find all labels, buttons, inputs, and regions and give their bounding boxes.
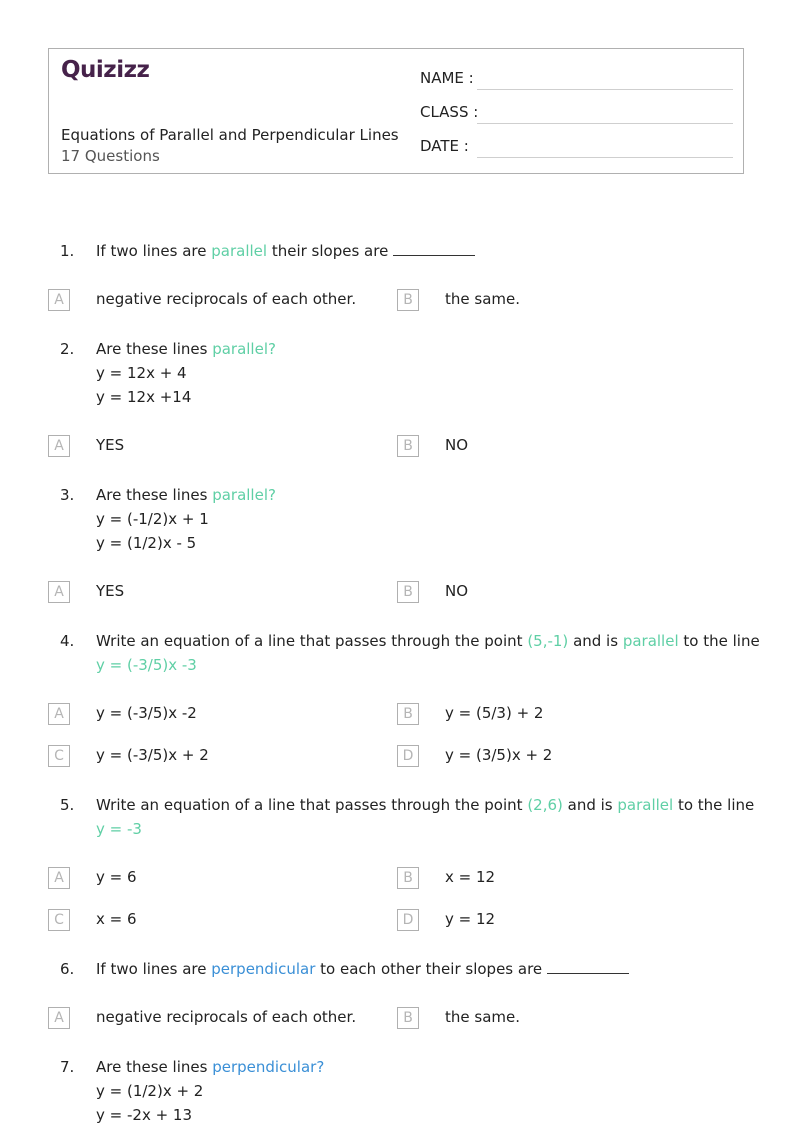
name-line xyxy=(477,89,733,90)
option-text: y = (5/3) + 2 xyxy=(445,704,544,722)
option-letter-box[interactable]: B xyxy=(397,581,419,603)
question-text: y = (-1/2)x + 1 xyxy=(96,510,209,528)
question-text: Write an equation of a line that passes through the point xyxy=(96,796,528,814)
option-text: the same. xyxy=(445,1008,520,1026)
question-number: 5. xyxy=(60,796,75,814)
option-text: y = 6 xyxy=(96,868,137,886)
question-text-line xyxy=(96,656,197,674)
question-number: 2. xyxy=(60,340,75,358)
quizizz-logo: Quizizz xyxy=(61,57,150,83)
date-line xyxy=(477,157,733,158)
question-number: 7. xyxy=(60,1058,75,1076)
option-text: y = (3/5)x + 2 xyxy=(445,746,553,764)
question-count: 17 Questions xyxy=(61,147,160,165)
highlighted-term: parallel? xyxy=(212,486,276,504)
option-letter-box[interactable]: B xyxy=(397,435,419,457)
question-text: and is xyxy=(562,796,618,814)
highlighted-term: (2,6) xyxy=(527,796,563,814)
option-letter-box[interactable]: C xyxy=(48,745,70,767)
question-text: Are these lines xyxy=(96,1058,213,1076)
question-number: 4. xyxy=(60,632,75,650)
question-text-line xyxy=(96,340,276,358)
question-text: Are these lines xyxy=(96,486,213,504)
option-text: NO xyxy=(445,582,469,600)
question-text-line xyxy=(96,486,276,504)
question-text: If two lines are xyxy=(96,960,212,978)
option-letter-box[interactable]: A xyxy=(48,581,70,603)
question-text-line xyxy=(96,1106,192,1124)
question-text-line xyxy=(96,534,196,552)
worksheet-header xyxy=(48,48,744,174)
question-text-line xyxy=(96,388,191,406)
highlighted-term: y = -3 xyxy=(96,820,142,838)
highlighted-term: parallel xyxy=(622,632,679,650)
question-text-line xyxy=(96,1082,203,1100)
answer-blank xyxy=(547,961,629,974)
highlighted-term: y = (-3/5)x -3 xyxy=(96,656,197,674)
option-letter-box[interactable]: A xyxy=(48,703,70,725)
question-text-line xyxy=(96,242,475,260)
question-text: y = (1/2)x + 2 xyxy=(96,1082,204,1100)
question-text-line xyxy=(96,364,187,382)
option-text: negative reciprocals of each other. xyxy=(96,1008,357,1026)
option-text: x = 6 xyxy=(96,910,137,928)
highlighted-term: perpendicular? xyxy=(212,1058,325,1076)
question-number: 6. xyxy=(60,960,75,978)
answer-blank xyxy=(393,243,475,256)
option-text: YES xyxy=(96,436,125,454)
class-line xyxy=(477,123,733,124)
question-text: y = 12x + 4 xyxy=(96,364,187,382)
option-letter-box[interactable]: A xyxy=(48,867,70,889)
question-text: their slopes are xyxy=(267,242,394,260)
question-text-line xyxy=(96,632,760,650)
question-text-line xyxy=(96,796,754,814)
option-letter-box[interactable]: D xyxy=(397,909,419,931)
question-text: Write an equation of a line that passes through the point xyxy=(96,632,528,650)
option-letter-box[interactable]: B xyxy=(397,703,419,725)
question-text: y = -2x + 13 xyxy=(96,1106,193,1124)
option-letter-box[interactable]: A xyxy=(48,1007,70,1029)
question-text-line xyxy=(96,960,629,978)
option-letter-box[interactable]: D xyxy=(397,745,419,767)
option-letter-box[interactable]: B xyxy=(397,867,419,889)
name-label: NAME : xyxy=(420,69,474,87)
question-text-line xyxy=(96,510,209,528)
date-label: DATE : xyxy=(420,137,469,155)
option-text: y = 12 xyxy=(445,910,496,928)
option-text: YES xyxy=(96,582,125,600)
question-text-line xyxy=(96,1058,324,1076)
option-letter-box[interactable]: B xyxy=(397,289,419,311)
class-label: CLASS : xyxy=(420,103,479,121)
option-text: y = (-3/5)x -2 xyxy=(96,704,197,722)
question-text: and is xyxy=(568,632,623,650)
question-text: y = 12x +14 xyxy=(96,388,192,406)
question-number: 1. xyxy=(60,242,75,260)
question-text: If two lines are xyxy=(96,242,212,260)
option-letter-box[interactable]: A xyxy=(48,289,70,311)
question-text: to each other their slopes are xyxy=(315,960,547,978)
option-text: x = 12 xyxy=(445,868,496,886)
highlighted-term: (5,-1) xyxy=(527,632,569,650)
question-number: 3. xyxy=(60,486,75,504)
option-letter-box[interactable]: C xyxy=(48,909,70,931)
highlighted-term: parallel? xyxy=(212,340,276,358)
option-letter-box[interactable]: B xyxy=(397,1007,419,1029)
option-text: the same. xyxy=(445,290,520,308)
question-text: y = (1/2)x - 5 xyxy=(96,534,197,552)
question-text-line xyxy=(96,820,142,838)
option-letter-box[interactable]: A xyxy=(48,435,70,457)
question-text: to the line xyxy=(678,632,760,650)
highlighted-term: parallel xyxy=(211,242,268,260)
option-text: negative reciprocals of each other. xyxy=(96,290,357,308)
highlighted-term: perpendicular xyxy=(211,960,316,978)
question-text: to the line xyxy=(673,796,755,814)
highlighted-term: parallel xyxy=(617,796,674,814)
worksheet-title: Equations of Parallel and Perpendicular Lines xyxy=(61,126,399,144)
option-text: y = (-3/5)x + 2 xyxy=(96,746,209,764)
question-text: Are these lines xyxy=(96,340,213,358)
option-text: NO xyxy=(445,436,469,454)
